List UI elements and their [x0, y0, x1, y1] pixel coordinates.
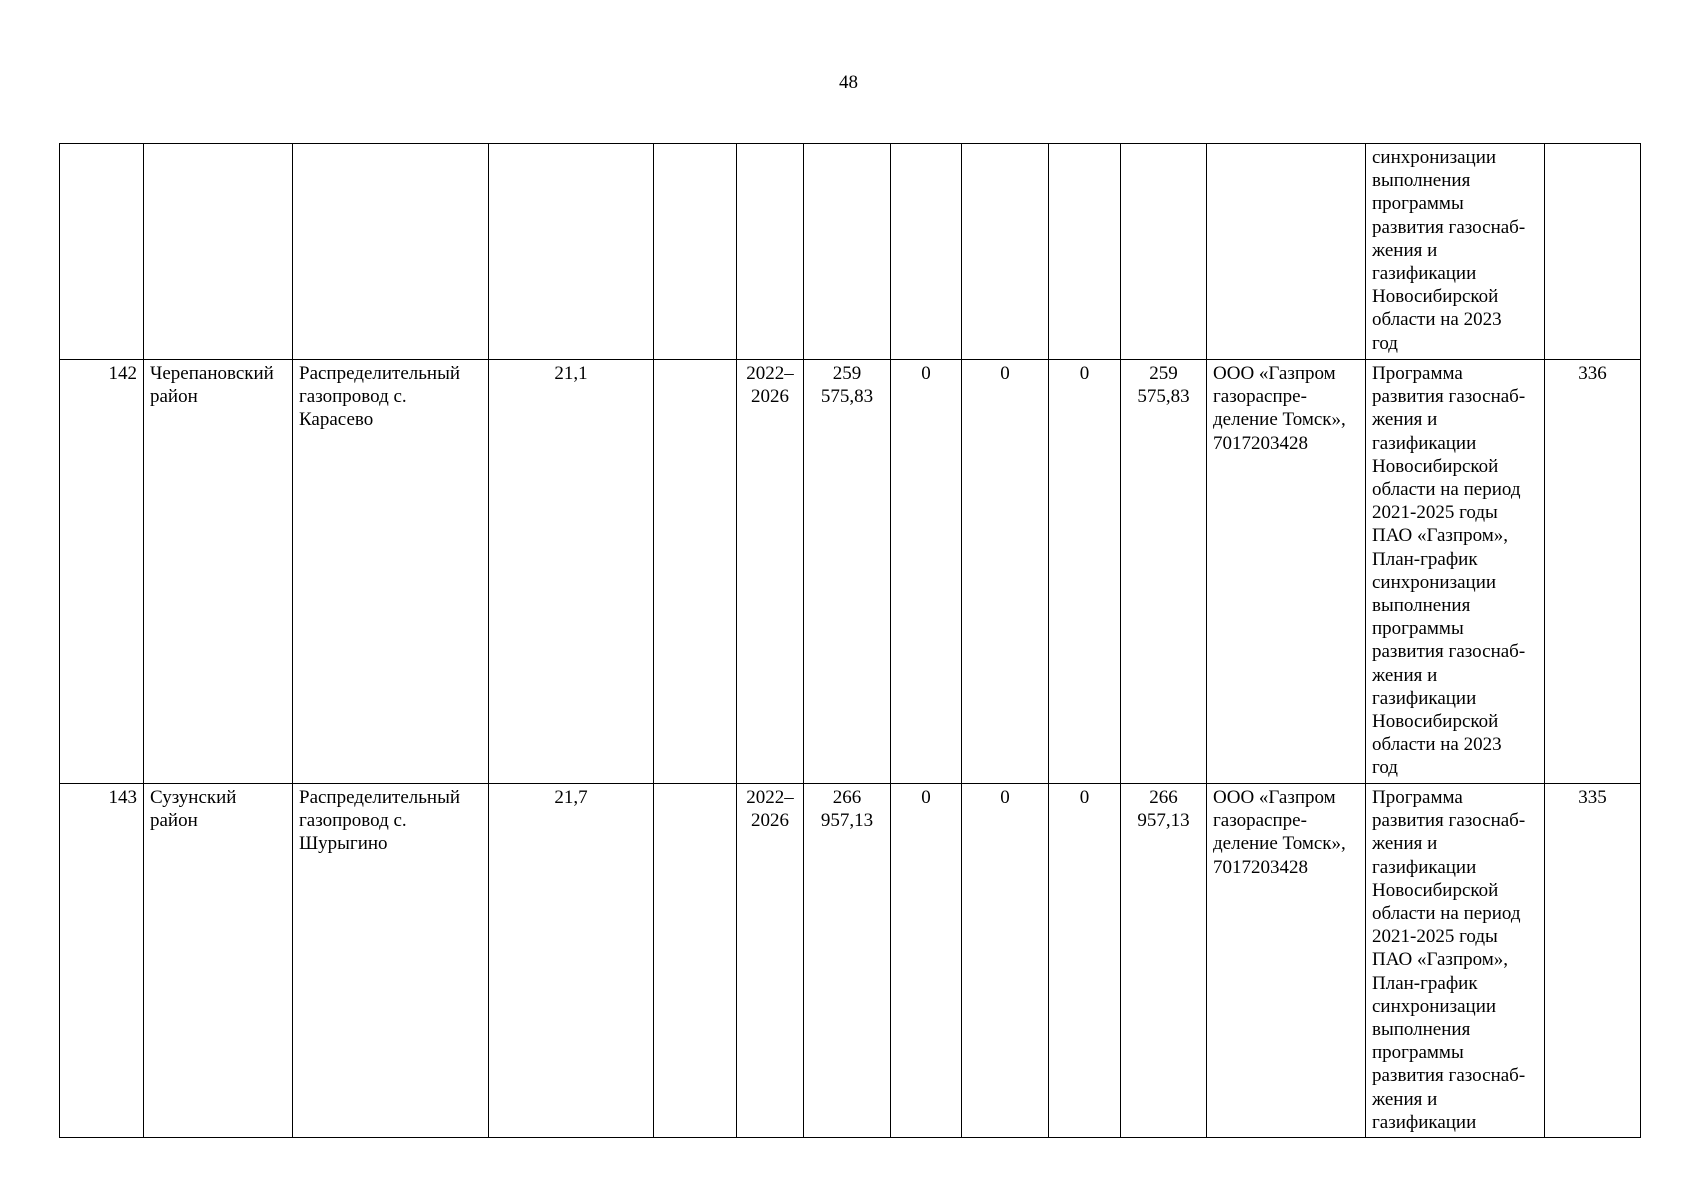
basis-line: План-график: [1372, 548, 1478, 570]
basis-line: жения и: [1372, 664, 1438, 686]
basis-line: развития газоснаб-: [1372, 386, 1526, 408]
empty-cell: [654, 784, 737, 1138]
district-cell: Черепановский район: [144, 360, 293, 784]
basis-line: год: [1372, 332, 1398, 354]
basis-line: жения и: [1372, 239, 1438, 261]
extra-line: 575,83: [1137, 386, 1190, 408]
extra-line: 957,13: [1137, 810, 1190, 832]
basis-line: Новосибирской: [1372, 455, 1499, 477]
executor-cell: [1207, 144, 1366, 360]
executor-line: ООО «Газпром: [1213, 363, 1336, 384]
executor-cell: [1207, 360, 1366, 784]
executor-line: деление Томск»,: [1213, 409, 1346, 431]
length-cell: 21,1: [489, 360, 654, 784]
period-line: 2026: [751, 386, 789, 408]
extrabudgetary-cell: [1121, 144, 1207, 360]
empty-cell: [654, 144, 737, 360]
table-row: [60, 360, 1641, 784]
executor-line: ООО «Газпром: [1213, 787, 1336, 808]
row-number-cell: 143: [60, 784, 144, 1138]
local-budget-cell: [1049, 144, 1121, 360]
basis-line: синхронизации: [1372, 571, 1497, 593]
reference-cell: [1545, 144, 1641, 360]
total-line: 575,83: [820, 386, 874, 408]
total-cost-cell: [804, 360, 891, 784]
extrabudgetary-cell: [1121, 784, 1207, 1138]
total-line: 957,13: [820, 810, 874, 832]
federal-budget-cell: [891, 144, 962, 360]
extrabudgetary-cell: [1121, 360, 1207, 784]
regional-budget-cell: 0: [962, 784, 1049, 1138]
total-cost-cell: [804, 144, 891, 360]
federal-budget-cell: 0: [891, 360, 962, 784]
executor-line: газораспре-: [1213, 386, 1307, 408]
basis-line: развития газоснаб-: [1372, 1065, 1526, 1087]
basis-line: Программа: [1372, 787, 1463, 808]
local-budget-cell: 0: [1049, 360, 1121, 784]
row-number-cell: 142: [60, 360, 144, 784]
table-row: [60, 144, 1641, 360]
period-cell: [737, 360, 804, 784]
executor-line: 7017203428: [1213, 432, 1308, 454]
basis-line: выполнения: [1372, 595, 1471, 617]
table-row: [60, 784, 1641, 1138]
basis-line: программы: [1372, 618, 1464, 640]
basis-line: 2021-2025 годы: [1372, 926, 1498, 948]
regional-budget-cell: [962, 144, 1049, 360]
basis-line: развития газоснаб-: [1372, 641, 1526, 663]
basis-line: синхронизации: [1372, 147, 1497, 168]
local-budget-cell: 0: [1049, 784, 1121, 1138]
period-line: 2022–: [746, 787, 794, 808]
basis-line: жения и: [1372, 409, 1438, 431]
extra-line: 266: [1149, 787, 1178, 808]
empty-cell: [654, 360, 737, 784]
basis-line: газификации: [1372, 687, 1477, 709]
federal-budget-cell: 0: [891, 784, 962, 1138]
reference-cell: 335: [1545, 784, 1641, 1138]
basis-line: Программа: [1372, 363, 1463, 384]
basis-line: выполнения: [1372, 170, 1471, 192]
basis-line: ПАО «Газпром»,: [1372, 949, 1508, 971]
basis-line: развития газоснаб-: [1372, 216, 1526, 238]
district-cell: Сузунский район: [144, 784, 293, 1138]
basis-line: области на 2023: [1372, 309, 1502, 331]
basis-line: газификации: [1372, 856, 1477, 878]
period-line: 2022–: [746, 363, 794, 384]
gasification-table: [59, 143, 1641, 1138]
period-cell: [737, 144, 804, 360]
basis-line: Новосибирской: [1372, 879, 1499, 901]
object-cell: [293, 144, 489, 360]
basis-cell: [1366, 784, 1545, 1138]
basis-line: жения и: [1372, 1088, 1438, 1110]
basis-line: выполнения: [1372, 1019, 1471, 1041]
basis-line: жения и: [1372, 833, 1438, 855]
basis-line: Новосибирской: [1372, 711, 1499, 733]
row-number-cell: [60, 144, 144, 360]
total-line: 259: [832, 363, 862, 384]
object-line: Распределительный: [299, 363, 461, 384]
basis-line: Новосибирской: [1372, 286, 1499, 308]
basis-line: синхронизации: [1372, 995, 1497, 1017]
length-cell: 21,7: [489, 784, 654, 1138]
basis-line: 2021-2025 годы: [1372, 502, 1498, 524]
extra-line: 259: [1149, 363, 1178, 384]
period-line: 2026: [751, 810, 789, 832]
basis-line: год: [1372, 757, 1398, 779]
basis-line: План-график: [1372, 972, 1478, 994]
basis-line: программы: [1372, 193, 1464, 215]
object-line: газопровод с.: [299, 810, 407, 832]
total-line: 266: [832, 787, 862, 808]
basis-line: области на период: [1372, 903, 1521, 925]
basis-line: ПАО «Газпром»,: [1372, 525, 1508, 547]
object-cell: [293, 360, 489, 784]
basis-line: развития газоснаб-: [1372, 810, 1526, 832]
executor-line: деление Томск»,: [1213, 833, 1346, 855]
object-line: Карасево: [299, 409, 374, 431]
basis-cell: [1366, 144, 1545, 360]
executor-line: 7017203428: [1213, 856, 1308, 878]
period-cell: [737, 784, 804, 1138]
reference-cell: 336: [1545, 360, 1641, 784]
object-cell: [293, 784, 489, 1138]
object-line: газопровод с.: [299, 386, 407, 408]
total-cost-cell: [804, 784, 891, 1138]
basis-line: газификации: [1372, 1111, 1477, 1133]
basis-line: газификации: [1372, 432, 1477, 454]
object-line: Шурыгино: [299, 833, 388, 855]
basis-line: области на период: [1372, 479, 1521, 501]
basis-line: программы: [1372, 1042, 1464, 1064]
executor-line: газораспре-: [1213, 810, 1307, 832]
length-cell: [489, 144, 654, 360]
basis-line: области на 2023: [1372, 734, 1502, 756]
basis-line: газификации: [1372, 263, 1477, 285]
regional-budget-cell: 0: [962, 360, 1049, 784]
page-number: 48: [839, 72, 858, 93]
object-line: Распределительный: [299, 787, 461, 808]
basis-cell: [1366, 360, 1545, 784]
district-cell: [144, 144, 293, 360]
executor-cell: [1207, 784, 1366, 1138]
